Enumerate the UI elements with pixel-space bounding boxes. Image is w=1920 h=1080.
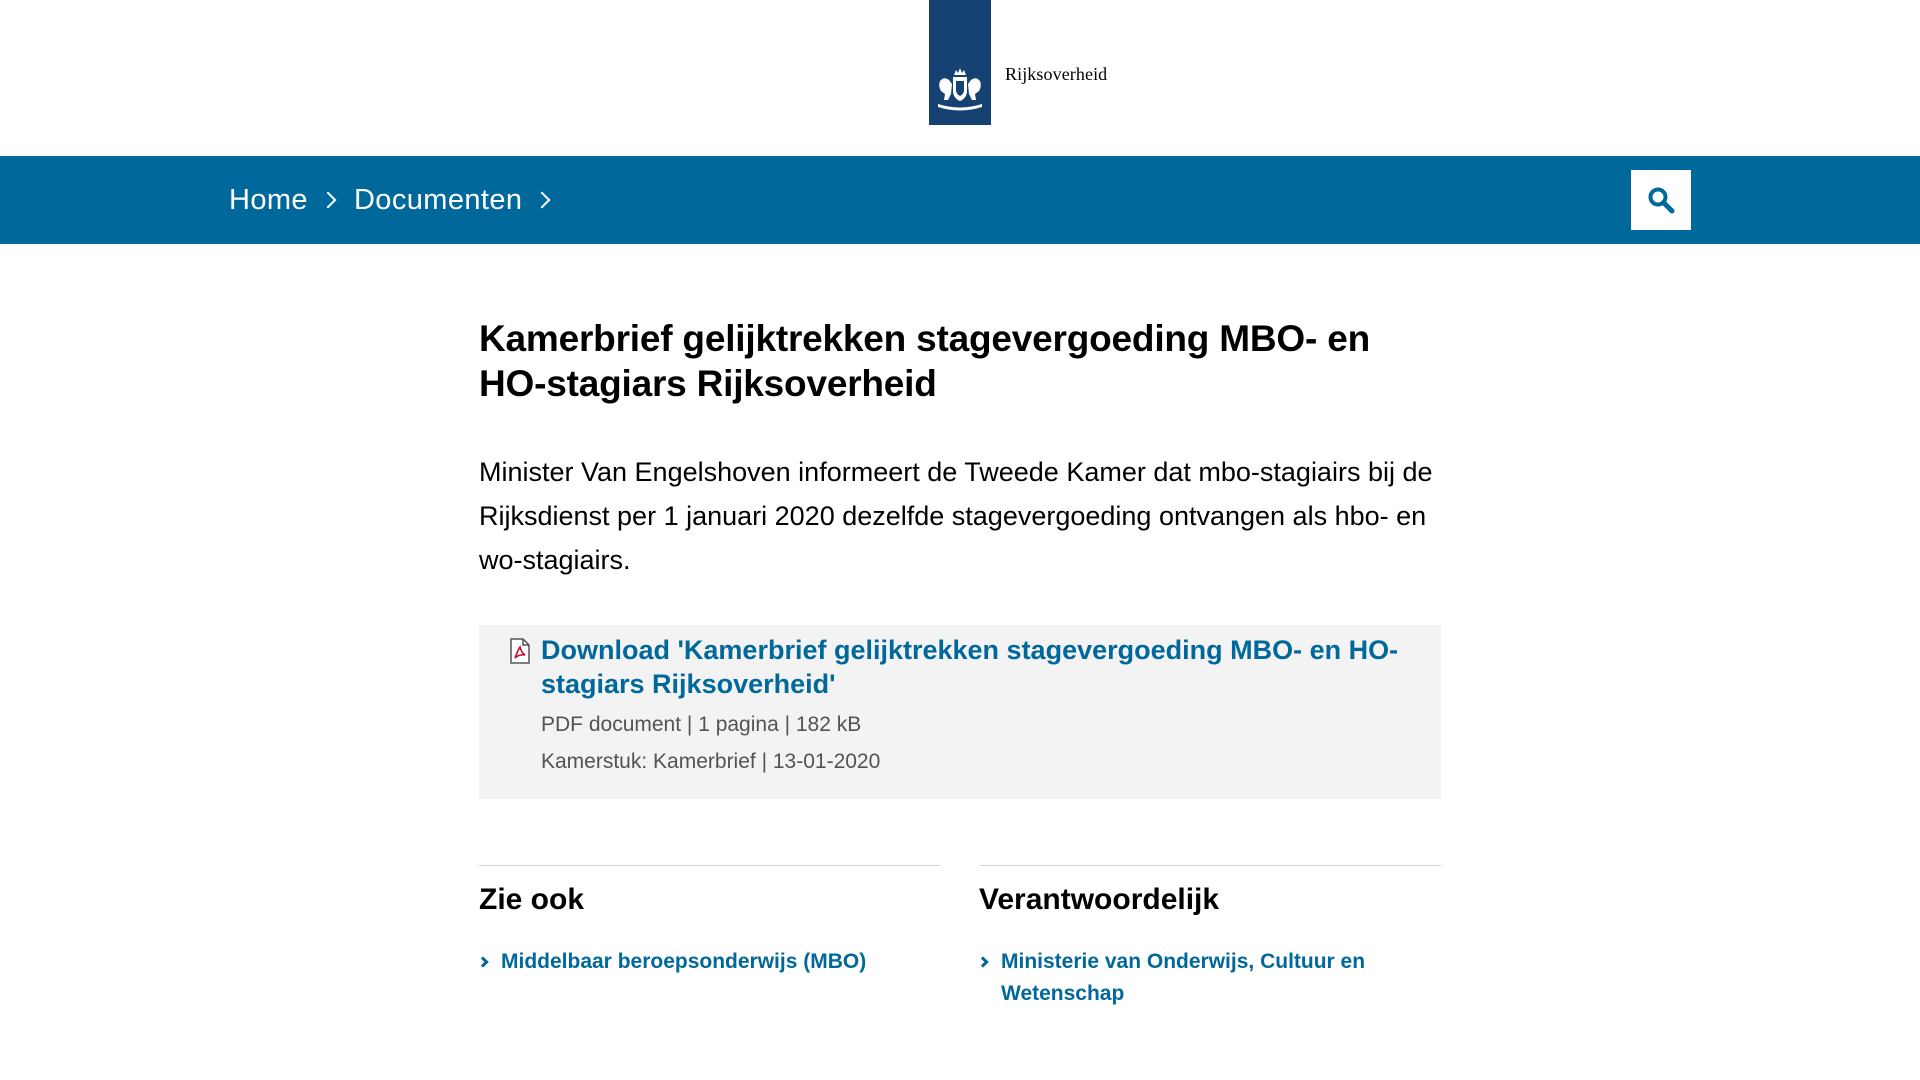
search-button[interactable] (1631, 170, 1691, 230)
logo-link[interactable] (929, 0, 1107, 125)
logo-text: Rijksoverheid (1005, 64, 1108, 84)
link-mbo[interactable]: Middelbaar beroepsonderwijs (MBO) (501, 950, 867, 973)
document-info: Kamerstuk: Kamerbrief | 13-01-2020 (541, 750, 881, 773)
chevron-right-icon (477, 956, 488, 967)
related-section (479, 865, 1441, 1010)
logo-block (929, 0, 991, 125)
list-item (979, 946, 1441, 1010)
download-box (479, 625, 1441, 799)
intro-text: Minister Van Engelshoven informeert de Tweede Kamer dat mbo-stagiairs bij de Rijksdienst per 1 januari 2020 dezelfde stagevergoeding ontvangen als hbo- en wo-stagiairs. (479, 457, 1433, 575)
chevron-right-icon (319, 192, 336, 209)
pdf-icon (509, 638, 531, 664)
page-title: Kamerbrief gelijktrekken stagevergoeding MBO- en HO-stagiars Rijksoverheid (479, 318, 1370, 404)
file-info: PDF document | 1 pagina | 182 kB (541, 713, 862, 736)
responsible-heading: Verantwoordelijk (979, 883, 1220, 916)
see-also-heading: Zie ook (479, 883, 585, 916)
search-icon (1647, 186, 1675, 214)
main-content (479, 316, 1441, 799)
responsible-column (979, 865, 1441, 1010)
see-also-column (479, 865, 941, 1010)
breadcrumb (229, 156, 568, 244)
chevron-right-icon (534, 192, 551, 209)
responsible-list (979, 946, 1441, 1010)
nav-bar (0, 156, 1920, 244)
see-also-list (479, 946, 941, 978)
download-link[interactable]: Download 'Kamerbrief gelijktrekken stagevergoeding MBO- en HO-stagiars Rijksoverheid' (541, 635, 1399, 699)
breadcrumb-documenten[interactable]: Documenten (353, 183, 523, 216)
link-ministerie-ocw[interactable]: Ministerie van Onderwijs, Cultuur en Wetenschap (1001, 950, 1366, 1005)
site-header (0, 0, 1920, 156)
chevron-right-icon (977, 956, 988, 967)
coat-of-arms-icon (934, 67, 986, 111)
list-item (479, 946, 941, 978)
breadcrumb-home[interactable]: Home (229, 183, 308, 216)
